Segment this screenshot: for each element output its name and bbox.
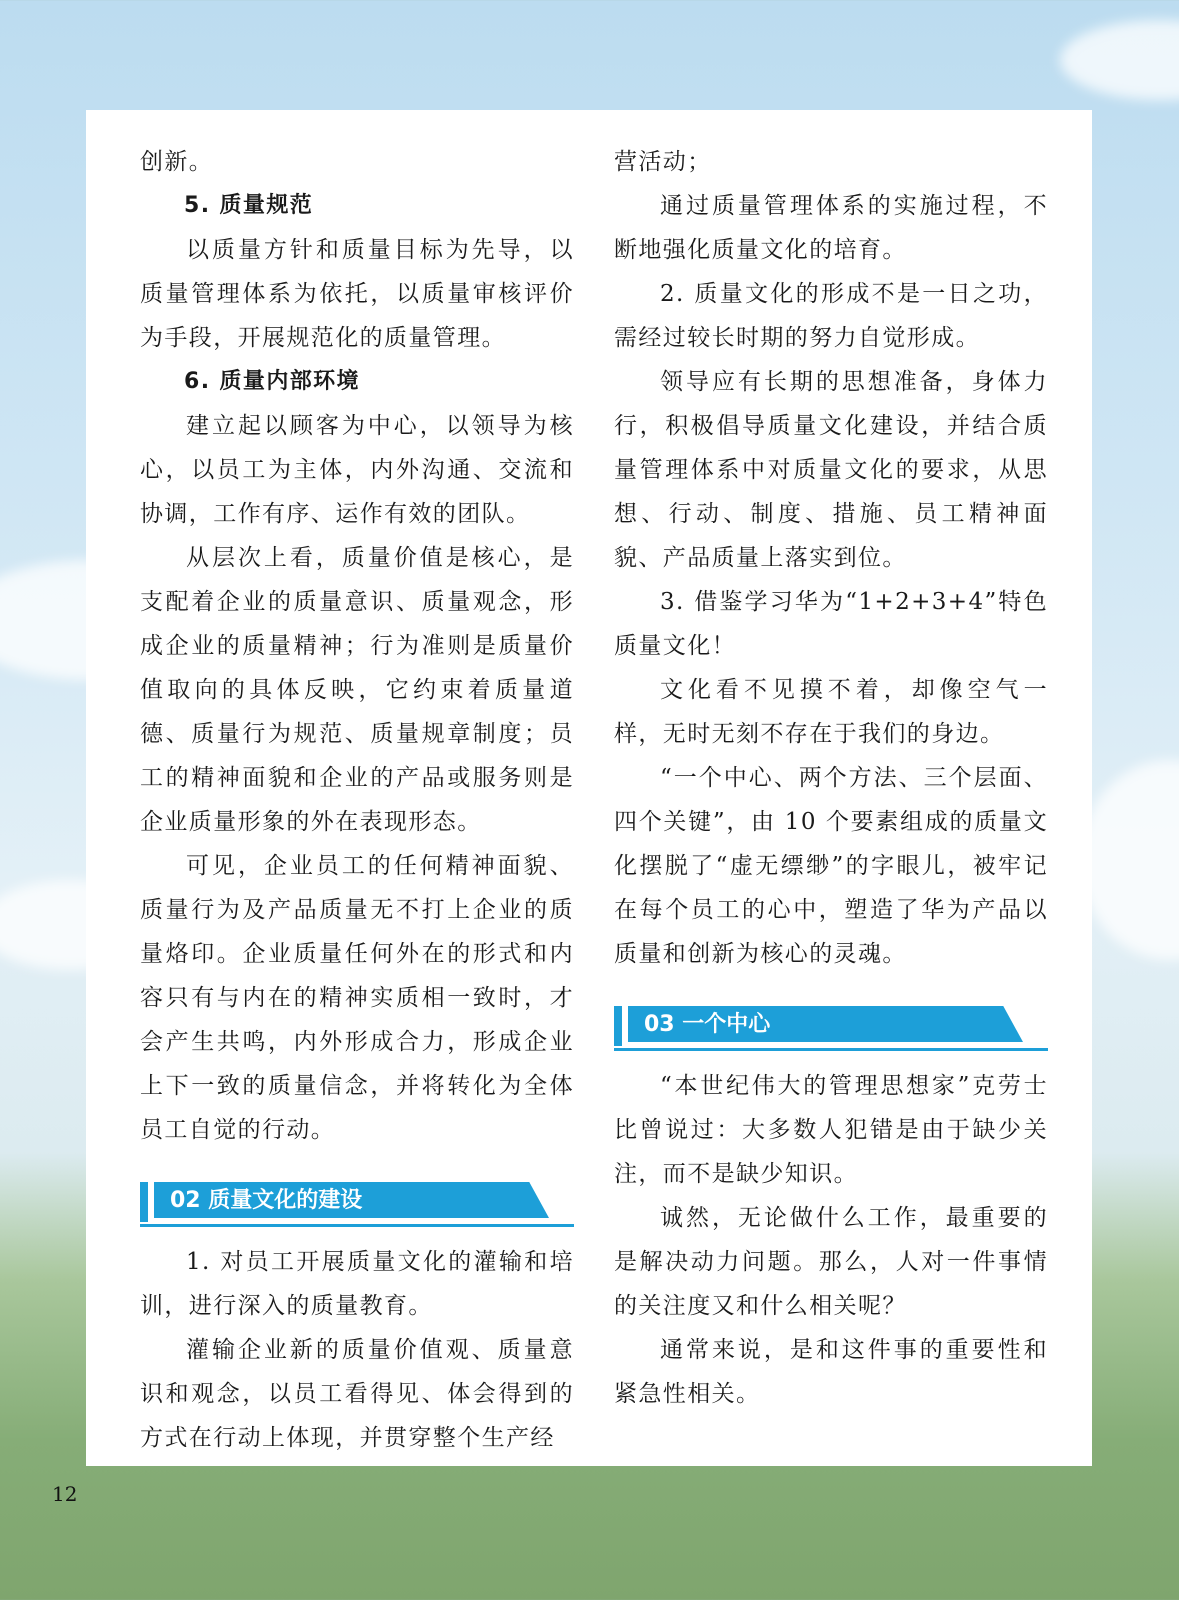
background-cloud bbox=[1080, 760, 1179, 960]
paragraph: 诚然，无论做什么工作，最重要的是解决动力问题。那么，人对一件事情的关注度又和什么相关呢？ bbox=[614, 1205, 1048, 1319]
paragraph: 领导应有长期的思想准备，身体力行，积极倡导质量文化建设，并结合质量管理体系中对质量文化的要求，从思想、行动、制度、措施、员工精神面貌、产品质量上落实到位。 bbox=[614, 369, 1048, 571]
section-title: 02 质量文化的建设 bbox=[170, 1188, 363, 1213]
paragraph: 可见，企业员工的任何精神面貌、质量行为及产品质量无不打上企业的质量烙印。企业质量任何外在的形式和内容只有与内在的精神实质相一致时，才会产生共鸣，内外形成合力，形成企业上下一致的质量信念，并将转化为全体员工自觉的行动。 bbox=[140, 853, 574, 1143]
banner-accent-bar bbox=[614, 1006, 622, 1046]
paragraph: 创新。 bbox=[140, 149, 214, 175]
section-banner-03 bbox=[614, 1006, 1048, 1046]
subheading-internal-environment: 6. 质量内部环境 bbox=[184, 369, 360, 394]
page-number: 12 bbox=[52, 1482, 78, 1506]
banner-underline bbox=[614, 1048, 1048, 1051]
paragraph: 2. 质量文化的形成不是一日之功，需经过较长时期的努力自觉形成。 bbox=[614, 281, 1048, 351]
section-banner-02 bbox=[140, 1182, 574, 1222]
paragraph: 1. 对员工开展质量文化的灌输和培训，进行深入的质量教育。 bbox=[140, 1249, 574, 1319]
paragraph: 3. 借鉴学习华为“1+2+3+4”特色质量文化！ bbox=[614, 589, 1048, 659]
banner-accent-bar bbox=[140, 1182, 148, 1222]
paragraph: “本世纪伟大的管理思想家”克劳士比曾说过：大多数人犯错是由于缺少关注，而不是缺少知识。 bbox=[614, 1073, 1048, 1187]
banner-underline bbox=[140, 1224, 574, 1227]
paragraph: 通过质量管理体系的实施过程，不断地强化质量文化的培育。 bbox=[614, 193, 1048, 263]
paragraph: 营活动； bbox=[614, 149, 712, 175]
paragraph: 灌输企业新的质量价值观、质量意识和观念，以员工看得见、体会得到的方式在行动上体现，并贯穿整个生产经 bbox=[140, 1337, 574, 1451]
paragraph: 以质量方针和质量目标为先导，以质量管理体系为依托，以质量审核评价为手段，开展规范化的质量管理。 bbox=[140, 237, 574, 351]
article-page bbox=[86, 110, 1092, 1466]
background-cloud bbox=[1060, 20, 1179, 100]
paragraph: 文化看不见摸不着，却像空气一样，无时无刻不存在于我们的身边。 bbox=[614, 677, 1048, 747]
subheading-quality-standard: 5. 质量规范 bbox=[184, 193, 314, 218]
paragraph: 从层次上看，质量价值是核心，是支配着企业的质量意识、质量观念，形成企业的质量精神；行为准则是质量价值取向的具体反映，它约束着质量道德、质量行为规范、质量规章制度；员工的精神面貌和企业的产品或服务则是企业质量形象的外在表现形态。 bbox=[140, 545, 574, 835]
section-title: 03 一个中心 bbox=[644, 1012, 771, 1037]
paragraph: 通常来说，是和这件事的重要性和紧急性相关。 bbox=[614, 1337, 1048, 1407]
right-column bbox=[614, 140, 1048, 1416]
paragraph: 建立起以顾客为中心，以领导为核心，以员工为主体，内外沟通、交流和协调，工作有序、运作有效的团队。 bbox=[140, 413, 574, 527]
left-column bbox=[140, 140, 574, 1460]
paragraph: “一个中心、两个方法、三个层面、四个关键”，由 10 个要素组成的质量文化摆脱了“虚无缥缈”的字眼儿，被牢记在每个员工的心中，塑造了华为产品以质量和创新为核心的灵魂。 bbox=[614, 765, 1048, 967]
